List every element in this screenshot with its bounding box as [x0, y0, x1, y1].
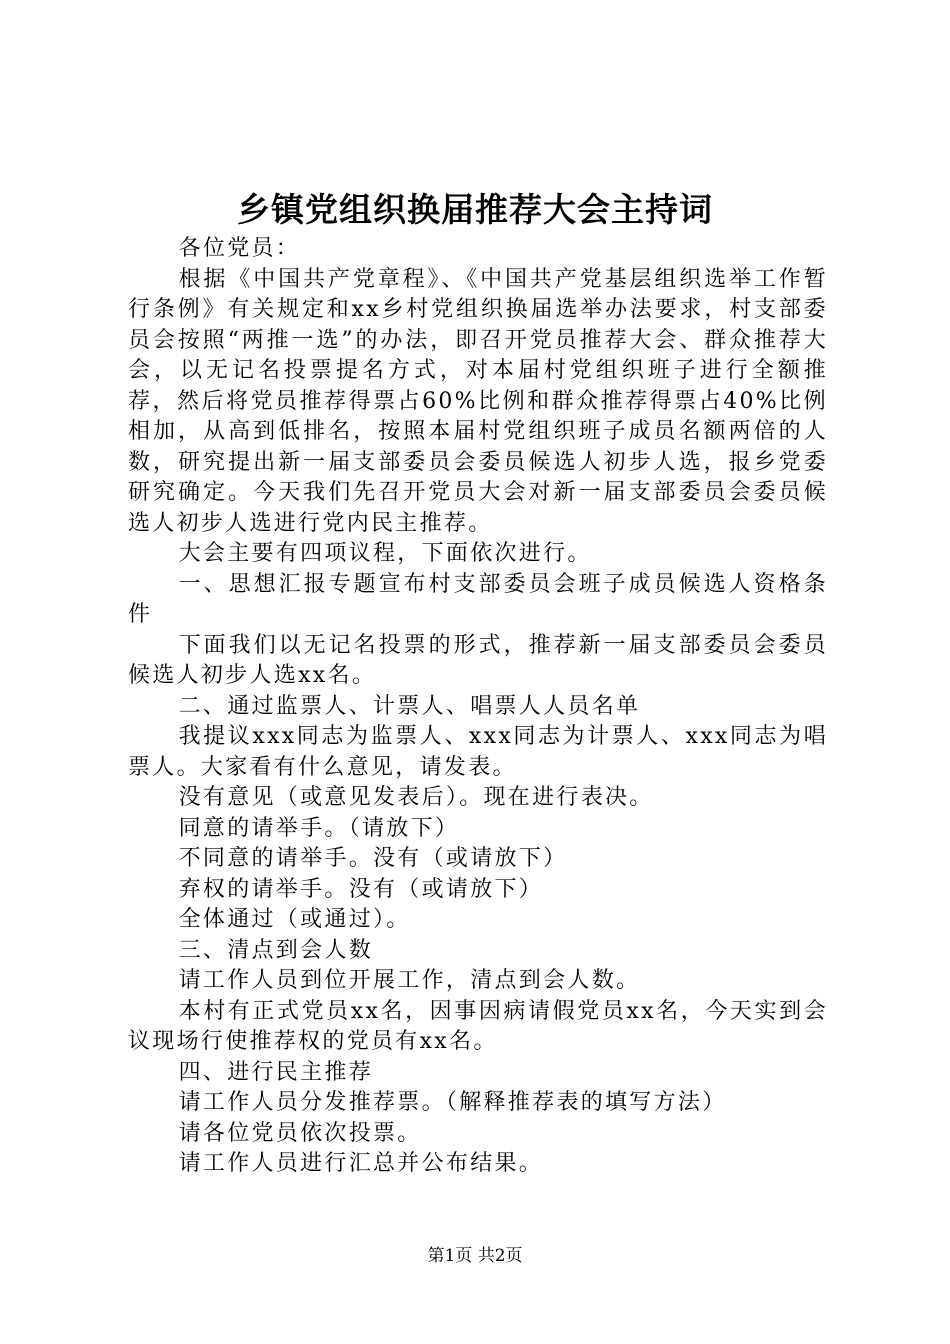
paragraph: 我提议xxx同志为监票人、xxx同志为计票人、xxx同志为唱票人。大家看有什么意见，请发表。: [128, 724, 828, 780]
document-title: 乡镇党组织换届推荐大会主持词: [237, 190, 713, 229]
paragraph: 请工作人员到位开展工作，清点到会人数。: [178, 968, 641, 993]
paragraph: 二、通过监票人、计票人、唱票人人员名单: [178, 693, 641, 719]
paragraph: 请工作人员分发推荐票。（解释推荐表的填写方法）: [178, 1090, 727, 1115]
paragraph: 弃权的请举手。没有（或请放下）: [178, 876, 544, 902]
paragraph: 各位党员：: [178, 236, 301, 261]
page-footer: 第1页 共2页: [427, 1246, 523, 1266]
paragraph: 不同意的请举手。没有（或请放下）: [178, 846, 568, 871]
paragraph: 没有意见（或意见发表后）。现在进行表决。: [178, 785, 654, 810]
paragraph: 同意的请举手。（请放下）: [178, 815, 460, 841]
paragraph: 本村有正式党员xx名，因事因病请假党员xx名，今天实到会议现场行使推荐权的党员有xx名。: [128, 998, 828, 1054]
paragraph: 一、思想汇报专题宣布村支部委员会班子成员候选人资格条件: [128, 571, 828, 627]
document-body: [128, 234, 828, 1180]
paragraph: 大会主要有四项议程，下面依次进行。: [178, 541, 592, 566]
paragraph: 根据《中国共产党章程》、《中国共产党基层组织选举工作暂行条例》有关规定和xx乡村党组织换届选举办法要求，村支部委员会按照“两推一选”的办法，即召开党员推荐大会、群众推荐大会，以无记名投票提名方式，对本届村党组织班子进行全额推荐，然后将党员推荐得票占60%比例和群众推荐得票占40%比例相加，从高到低排名，按照本届村党组织班子成员名额两倍的人数，研究提出新一届支部委员会委员候选人初步人选，报乡党委研究确定。今天我们先召开党员大会对新一届支部委员会委员候选人初步人选进行党内民主推荐。: [128, 266, 828, 536]
paragraph: 四、进行民主推荐: [178, 1059, 373, 1085]
paragraph: 请各位党员依次投票。: [178, 1120, 422, 1146]
paragraph: 三、清点到会人数: [178, 937, 373, 963]
paragraph: 全体通过（或通过）。: [178, 907, 411, 932]
paragraph: 请工作人员进行汇总并公布结果。: [178, 1151, 544, 1176]
paragraph: 下面我们以无记名投票的形式，推荐新一届支部委员会委员候选人初步人选xx名。: [128, 632, 828, 688]
